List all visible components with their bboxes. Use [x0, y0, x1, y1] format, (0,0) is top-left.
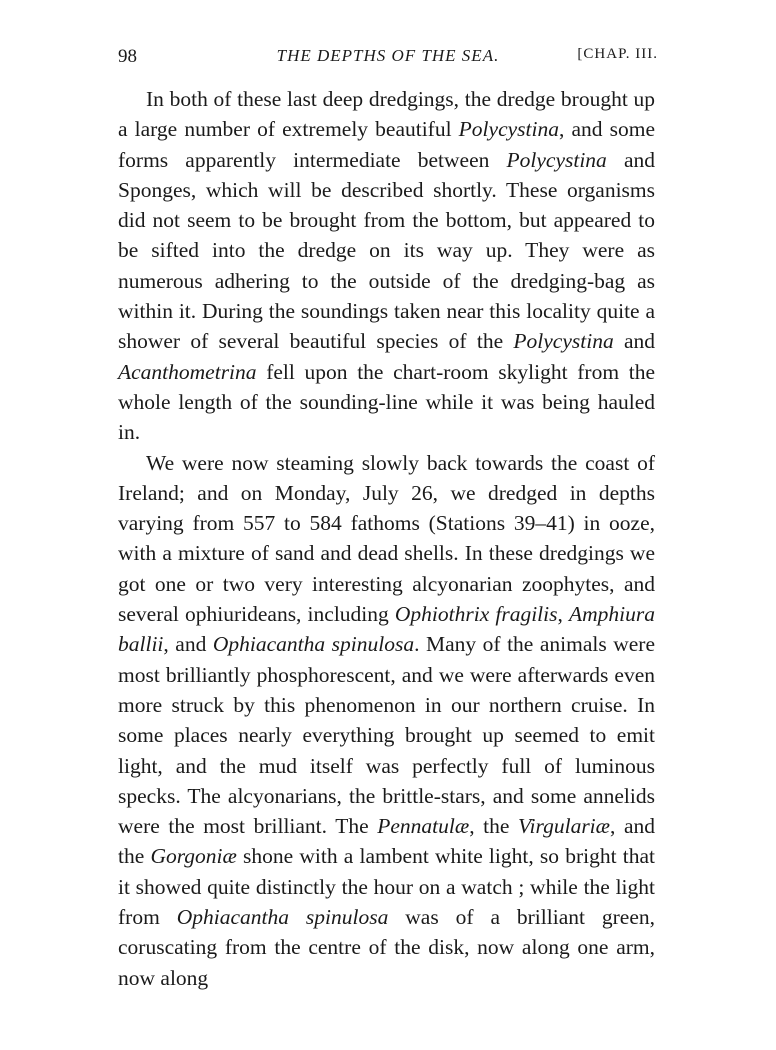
- italic-term: Pennatulæ: [377, 814, 470, 839]
- text-run: . Many of the animals were most brilliantly phosphorescent, and we were afterwards even more struck by this phenomenon in our northern cruise. In some places nearly everything brought up seemed to emit light, and the mud itself was perfectly full of luminous specks. The alcyonarians, the brittle-stars, and some annelids were the most brilliant. The: [118, 632, 656, 839]
- italic-term: Gorgoniæ: [150, 844, 237, 869]
- italic-term: Ophiacantha spinulosa: [176, 905, 389, 930]
- paragraph-1: [118, 84, 655, 448]
- italic-term: Polycystina: [506, 147, 607, 172]
- italic-term: Polycystina: [513, 329, 614, 354]
- text-run: , and: [163, 632, 213, 657]
- text-run: , and some forms apparently intermediate between: [118, 117, 655, 172]
- italic-term: Ophiothrix fragilis: [394, 602, 558, 627]
- italic-term: Polycystina: [458, 117, 559, 142]
- page-header: [118, 46, 658, 76]
- text-run: fell upon the chart-room skylight from the whole length of the sounding-line while it was being hauled in.: [118, 359, 655, 445]
- text-run: ,: [557, 602, 569, 627]
- body-text: [118, 84, 655, 993]
- text-run: shone with a lambent white light, so bright that it showed quite distinctly the hour on a watch ; while the light from: [118, 844, 655, 930]
- text-run: , the: [469, 814, 519, 839]
- chapter-marker: [CHAP. III.: [577, 46, 658, 62]
- text-run: was of a brilliant green, coruscating from the centre of the disk, now along one arm, now along: [118, 905, 656, 990]
- running-title: THE DEPTHS OF THE SEA.: [276, 46, 500, 65]
- text-run: In both of these last deep dredgings, the dredge brought up a large number of extremely beautiful: [118, 87, 655, 142]
- italic-term: Amphiura ballii: [118, 602, 655, 657]
- text-run: and Sponges, which will be described shortly. These organisms did not seem to be brought from the bottom, but appeared to be sifted into the dredge on its way up. They were as numerous adhering to the outside of the dredging-bag as within it. During the soundings taken near this locality quite a shower of several beautiful species of the: [118, 147, 655, 354]
- text-run: We were now steaming slowly back towards the coast of Ireland; and on Monday, July 26, we dredged in depths varying from 557 to 584 fathoms (Stations 39–41) in ooze, with a mixture of sand and dead shells. In these dredgings we got one or two very interesting alcyonarian zoophytes, and several ophiurideans, including: [118, 450, 655, 627]
- paragraph-2: [118, 448, 655, 993]
- text-run: , and the: [118, 814, 655, 869]
- page-number: 98: [118, 46, 137, 67]
- text-run: and: [613, 329, 656, 354]
- italic-term: Acanthometrina: [118, 359, 257, 384]
- italic-term: Ophiacantha spinulosa: [212, 632, 415, 657]
- italic-term: Virgulariæ: [518, 814, 610, 839]
